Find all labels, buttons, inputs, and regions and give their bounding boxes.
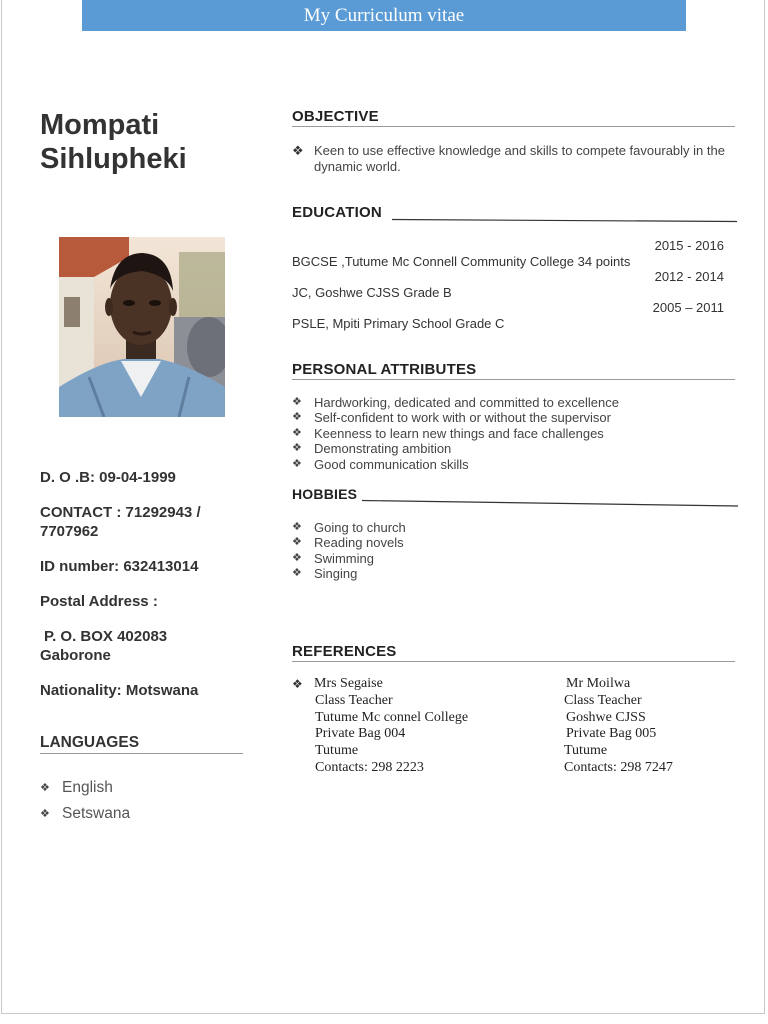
first-name: Mompati bbox=[40, 109, 160, 141]
list-item bbox=[40, 801, 130, 827]
objective-section bbox=[292, 143, 732, 174]
reference-role: Class Teacher bbox=[564, 692, 642, 708]
list-item: ❖ Good communication skills bbox=[292, 456, 469, 472]
reference-name: Mrs Segaise bbox=[314, 676, 383, 691]
hobbies-rule bbox=[360, 496, 740, 510]
diamond-bullet-icon: ❖ bbox=[292, 396, 302, 408]
list-item: ❖ Reading novels bbox=[292, 535, 404, 551]
personal-attributes-list bbox=[292, 395, 619, 472]
profile-photo bbox=[59, 237, 225, 417]
reference-name: Mr Moilwa bbox=[566, 676, 631, 691]
personal-attributes-heading: PERSONAL ATTRIBUTES bbox=[292, 361, 735, 380]
education-text: PSLE, Mpiti Primary School Grade C bbox=[292, 316, 505, 331]
list-item: ❖ Singing bbox=[292, 566, 358, 582]
hobbies-list bbox=[292, 520, 406, 582]
list-item: ❖ Self-confident to work with or without the supervisor bbox=[292, 410, 611, 426]
diamond-bullet-icon: ❖ bbox=[292, 567, 302, 580]
reference-school: Tutume Mc connel College bbox=[315, 709, 469, 725]
id-number: ID number: 632413014 bbox=[40, 558, 199, 575]
diamond-bullet-icon: ❖ bbox=[292, 143, 304, 158]
postal-address-line-1: P. O. BOX 402083 bbox=[44, 628, 168, 645]
reference-1 bbox=[292, 676, 468, 777]
reference-2 bbox=[564, 676, 673, 777]
reference-contacts: Contacts: 298 7247 bbox=[564, 759, 673, 775]
list-item: ❖ Keenness to learn new things and face challenges bbox=[292, 425, 604, 441]
objective-heading: OBJECTIVE bbox=[292, 108, 735, 127]
personal-details bbox=[40, 468, 240, 700]
education-entry bbox=[292, 300, 724, 331]
reference-school: Goshwe CJSS bbox=[566, 709, 646, 725]
date-of-birth: D. O .B: 09-04-1999 bbox=[40, 469, 176, 486]
diamond-bullet-icon: ❖ bbox=[292, 521, 302, 533]
diamond-bullet-icon: ❖ bbox=[292, 677, 303, 691]
reference-contacts: Contacts: 298 2223 bbox=[315, 759, 424, 775]
education-dates: 2012 - 2014 bbox=[654, 269, 724, 284]
postal-address-line-2: Gaborone bbox=[40, 647, 111, 664]
language-setswana: Setswana bbox=[62, 805, 131, 822]
nationality: Nationality: Motswana bbox=[40, 682, 199, 699]
list-item: ❖ Swimming bbox=[292, 550, 374, 566]
education-dates: 2005 – 2011 bbox=[652, 300, 724, 315]
postal-address-label: Postal Address : bbox=[40, 593, 158, 610]
reference-address: Private Bag 005 bbox=[566, 726, 657, 742]
references-heading: REFERENCES bbox=[292, 643, 735, 662]
reference-town: Tutume bbox=[564, 743, 608, 759]
reference-role: Class Teacher bbox=[315, 692, 393, 708]
last-name: Sihlupheki bbox=[40, 143, 187, 175]
diamond-bullet-icon: ❖ bbox=[292, 426, 302, 439]
diamond-bullet-icon: ❖ bbox=[292, 411, 302, 424]
objective-text: Keen to use effective knowledge and skills to compete favourably in the dynamic world. bbox=[314, 143, 725, 174]
education-entry bbox=[292, 269, 724, 300]
list-item: ❖ Going to church bbox=[292, 520, 406, 535]
diamond-bullet-icon: ❖ bbox=[40, 808, 50, 820]
reference-town: Tutume bbox=[315, 743, 359, 759]
diamond-bullet-icon: ❖ bbox=[292, 442, 302, 455]
education-dates: 2015 - 2016 bbox=[654, 238, 724, 253]
languages-list bbox=[40, 775, 130, 827]
list-item: ❖ Hardworking, dedicated and committed to excellence bbox=[292, 395, 619, 410]
reference-address: Private Bag 004 bbox=[315, 726, 406, 742]
languages-heading: LANGUAGES bbox=[40, 734, 243, 754]
hobbies-heading: HOBBIES bbox=[292, 486, 358, 502]
diamond-bullet-icon: ❖ bbox=[292, 551, 302, 564]
diamond-bullet-icon: ❖ bbox=[292, 536, 302, 549]
education-entry bbox=[292, 238, 724, 269]
contact-line-2: 7707962 bbox=[40, 523, 99, 540]
education-text: JC, Goshwe CJSS Grade B bbox=[292, 285, 452, 300]
education-text: BGCSE ,Tutume Mc Connell Community College 34 points bbox=[292, 254, 631, 269]
applicant-name bbox=[40, 108, 260, 176]
diamond-bullet-icon: ❖ bbox=[40, 782, 50, 794]
contact-line-1: CONTACT : 71292943 / bbox=[40, 504, 201, 521]
education-heading: EDUCATION bbox=[292, 204, 382, 221]
education-rule bbox=[380, 214, 740, 224]
diamond-bullet-icon: ❖ bbox=[292, 457, 302, 470]
language-english: English bbox=[62, 779, 113, 796]
cv-banner: My Curriculum vitae bbox=[82, 0, 686, 31]
list-item: ❖ Demonstrating ambition bbox=[292, 441, 452, 457]
list-item bbox=[40, 775, 130, 801]
